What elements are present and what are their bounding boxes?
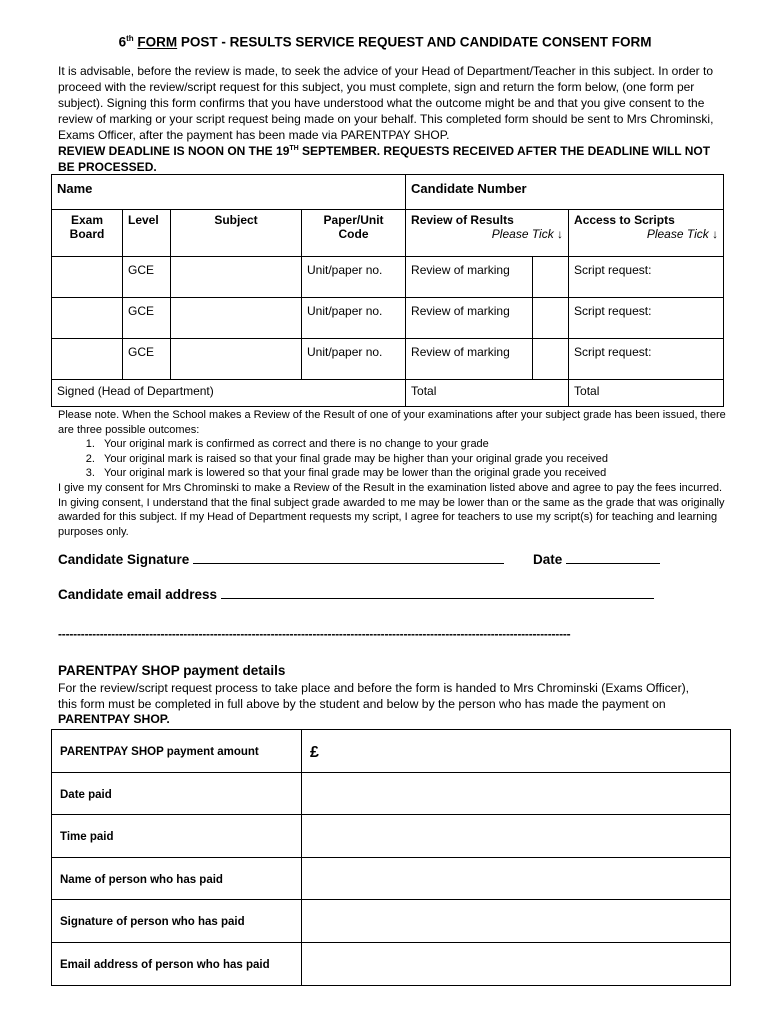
date-label: Date bbox=[533, 552, 563, 567]
candidate-number-label: Candidate Number bbox=[411, 181, 527, 196]
access-please-tick: Please Tick ↓ bbox=[646, 227, 719, 241]
notes-section bbox=[58, 408, 730, 539]
name-label: Name bbox=[57, 181, 93, 196]
payer-signature-field[interactable] bbox=[302, 900, 731, 943]
date-paid-label: Date paid bbox=[52, 772, 302, 815]
payer-signature-label: Signature of person who has paid bbox=[52, 900, 302, 943]
date-paid-field[interactable] bbox=[302, 772, 731, 815]
name-field[interactable] bbox=[52, 175, 406, 210]
unit-cell[interactable]: Unit/paper no. bbox=[302, 298, 406, 339]
outcome-item: 1. Your original mark is confirmed as correct and there is no change to your grade bbox=[98, 437, 730, 452]
date-line[interactable] bbox=[566, 563, 660, 564]
deadline-text-b: SEPTEMBER. REQUESTS RECEIVED AFTER THE DEADLINE WILL NOT BE PROCESSED. bbox=[58, 144, 711, 174]
title-rest: POST - RESULTS SERVICE REQUEST AND CANDIDATE CONSENT FORM bbox=[177, 34, 652, 50]
review-please-tick: Please Tick ↓ bbox=[491, 227, 564, 241]
review-header-label: Review of Results bbox=[411, 213, 514, 227]
col-header-review bbox=[406, 210, 569, 257]
candidate-number-field[interactable] bbox=[406, 175, 724, 210]
cut-line-separator: --------------------------------------------------------------------------------------------------------------------------------------- bbox=[58, 627, 571, 641]
access-header-label: Access to Scripts bbox=[574, 213, 675, 227]
review-tick-box[interactable] bbox=[533, 298, 569, 339]
title-form-word: FORM bbox=[137, 34, 178, 50]
payment-amount-label: PARENTPAY SHOP payment amount bbox=[52, 730, 302, 773]
exam-board-cell[interactable] bbox=[52, 257, 123, 298]
subject-cell[interactable] bbox=[171, 257, 302, 298]
payment-row bbox=[52, 815, 731, 858]
payment-row bbox=[52, 730, 731, 773]
review-label-cell: Review of marking bbox=[406, 298, 533, 339]
payer-email-field[interactable] bbox=[302, 942, 731, 985]
payment-row bbox=[52, 772, 731, 815]
col-header-access bbox=[569, 210, 724, 257]
payment-row bbox=[52, 900, 731, 943]
candidate-signature-line[interactable] bbox=[193, 563, 504, 564]
review-tick-box[interactable] bbox=[533, 257, 569, 298]
script-request-cell[interactable]: Script request: bbox=[569, 298, 724, 339]
unit-cell[interactable]: Unit/paper no. bbox=[302, 257, 406, 298]
level-cell: GCE bbox=[123, 257, 171, 298]
payer-name-label: Name of person who has paid bbox=[52, 857, 302, 900]
title-year-number: 6 bbox=[118, 34, 127, 50]
time-paid-field[interactable] bbox=[302, 815, 731, 858]
time-paid-label: Time paid bbox=[52, 815, 302, 858]
payment-amount-field[interactable]: £ bbox=[302, 730, 731, 773]
title-superscript: th bbox=[126, 34, 134, 43]
payment-table bbox=[51, 729, 731, 986]
candidate-email-row bbox=[58, 587, 654, 602]
review-total-field[interactable]: Total bbox=[406, 380, 569, 407]
table-row bbox=[52, 339, 724, 380]
candidate-email-label: Candidate email address bbox=[58, 587, 218, 602]
review-tick-box[interactable] bbox=[533, 339, 569, 380]
intro-section bbox=[58, 63, 730, 175]
candidate-signature-label: Candidate Signature bbox=[58, 552, 190, 567]
hod-signature-field[interactable]: Signed (Head of Department) bbox=[52, 380, 406, 407]
level-cell: GCE bbox=[123, 298, 171, 339]
payer-email-label: Email address of person who has paid bbox=[52, 942, 302, 985]
subject-cell[interactable] bbox=[171, 298, 302, 339]
table-row bbox=[52, 298, 724, 339]
payment-description bbox=[58, 681, 698, 728]
col-header-exam-board: Exam Board bbox=[52, 210, 123, 257]
col-header-paper-unit: Paper/Unit Code bbox=[302, 210, 406, 257]
payer-name-field[interactable] bbox=[302, 857, 731, 900]
review-label-cell: Review of marking bbox=[406, 257, 533, 298]
payment-section-title: PARENTPAY SHOP payment details bbox=[58, 663, 286, 678]
page-title bbox=[0, 34, 770, 50]
request-table bbox=[51, 174, 724, 407]
payment-desc-text: For the review/script request process to take place and before the form is handed to Mrs Chrominski (Exams Officer), this form must be completed in full above by the student and below by the person who has made the payment on bbox=[58, 681, 690, 711]
table-row bbox=[52, 257, 724, 298]
unit-cell[interactable]: Unit/paper no. bbox=[302, 339, 406, 380]
script-total-field[interactable]: Total bbox=[569, 380, 724, 407]
level-cell: GCE bbox=[123, 339, 171, 380]
deadline-superscript: TH bbox=[289, 145, 299, 152]
consent-paragraph: I give my consent for Mrs Chrominski to make a Review of the Result in the examination listed above and agree to pay the fees incurred. In giving consent, I understand that the final subject grade awarded to me may be lower than or the same as the grade that was originally awarded for this subject. If my Head of Department requests my script, I agree for teachers to use my script(s) for teaching and learning purposes only. bbox=[58, 481, 725, 538]
candidate-signature-row bbox=[58, 552, 504, 567]
date-row bbox=[533, 552, 660, 567]
exam-board-cell[interactable] bbox=[52, 339, 123, 380]
col-header-level: Level bbox=[123, 210, 171, 257]
deadline-notice bbox=[58, 143, 730, 175]
outcome-item: 2. Your original mark is raised so that your final grade may be higher than your original grade you received bbox=[98, 452, 730, 467]
script-request-cell[interactable]: Script request: bbox=[569, 257, 724, 298]
col-header-subject: Subject bbox=[171, 210, 302, 257]
payment-row bbox=[52, 942, 731, 985]
exam-board-cell[interactable] bbox=[52, 298, 123, 339]
candidate-email-line[interactable] bbox=[221, 598, 654, 599]
script-request-cell[interactable]: Script request: bbox=[569, 339, 724, 380]
payment-desc-bold: PARENTPAY SHOP. bbox=[58, 712, 170, 726]
outcome-item: 3. Your original mark is lowered so that your final grade may be lower than the original grade you received bbox=[98, 466, 730, 481]
intro-paragraph: It is advisable, before the review is made, to seek the advice of your Head of Department/Teacher in this subject. In order to proceed with the review/script request for this subject, you must complete, sign and return the form below, (one form per subject). Signing this form confirms that you have understood what the outcome might be and that you give consent to the review of marking or your script request being made on your behalf. This completed form should be sent to Mrs Chrominski, Exams Officer, after the payment has been made via PARENTPAY SHOP. bbox=[58, 64, 714, 142]
payment-row bbox=[52, 857, 731, 900]
subject-cell[interactable] bbox=[171, 339, 302, 380]
deadline-text-a: REVIEW DEADLINE IS NOON ON THE 19 bbox=[58, 144, 290, 158]
review-label-cell: Review of marking bbox=[406, 339, 533, 380]
notes-intro: Please note. When the School makes a Review of the Result of one of your examinations after your subject grade has been issued, there are three possible outcomes: bbox=[58, 409, 726, 436]
outcomes-list bbox=[58, 437, 730, 481]
